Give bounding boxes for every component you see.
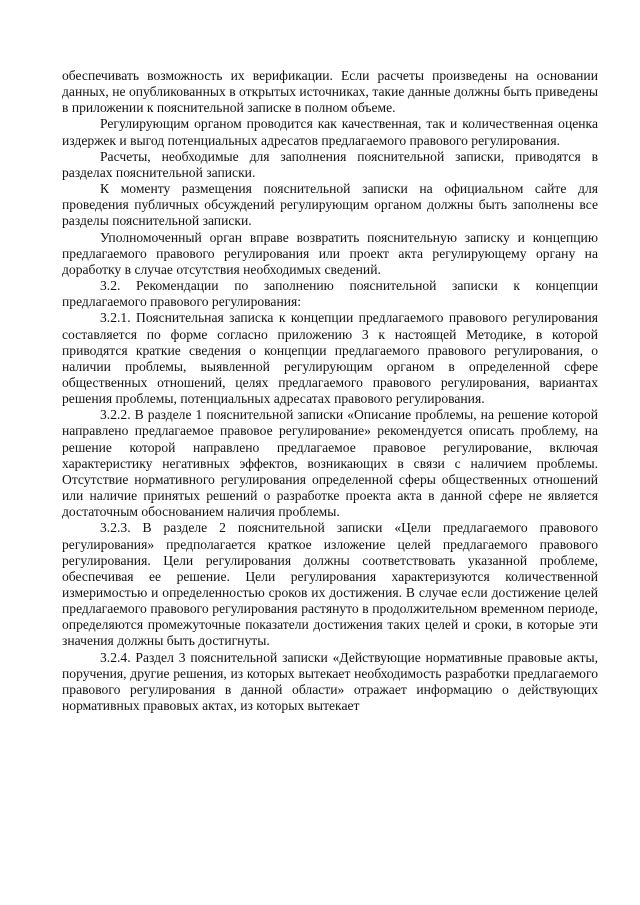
paragraph-section-3-2-4: 3.2.4. Раздел 3 пояснительной записки «Действующие нормативные правовые акты, поручения, другие решения, из которых вытекает необходимость разработки предлагаемого правового регулирования в данной области» отражает информацию о действующих нормативных правовых актах, из которых вытекает	[62, 649, 598, 714]
paragraph-section-3-2-1: 3.2.1. Пояснительная записка к концепции предлагаемого правового регулирования составляется по форме согласно приложению 3 к настоящей Методике, в которой приводятся краткие сведения о концепции предлагаемого правового регулирования, о наличии проблемы, выявленной регулирующим органом в определенной сфере общественных отношений, целях предлагаемого правового регулирования, вариантах решения проблемы, потенциальных адресатах правового регулирования.	[62, 310, 598, 407]
document-body	[62, 68, 598, 714]
paragraph-section-3-2-2: 3.2.2. В разделе 1 пояснительной записки «Описание проблемы, на решение которой направлено предлагаемое правовое регулирование» рекомендуется описать проблему, на решение которой направлено предлагаемое правовое регулирование, включая характеристику негативных эффектов, возникающих в связи с наличием проблемы. Отсутствие нормативного регулирования определенной сферы общественных отношений или наличие принятых решений о разработке проекта акта в данной сфере не является достаточным обоснованием наличия проблемы.	[62, 407, 598, 520]
paragraph-return-for-revision: Уполномоченный орган вправе возвратить пояснительную записку и концепцию предлагаемого правового регулирования или проект акта регулирующему органу на доработку в случае отсутствия необходимых сведений.	[62, 229, 598, 277]
paragraph-section-3-2-3: 3.2.3. В разделе 2 пояснительной записки «Цели предлагаемого правового регулирования» предполагается краткое изложение целей предлагаемого правового регулирования. Цели регулирования должны соответствовать указанной проблеме, обеспечивая ее решение. Цели регулирования характеризуются количественной измеримостью и определенностью сроков их достижения. В случае если достижение целей предлагаемого правового регулирования растянуто в продолжительном временном периоде, определяются промежуточные показатели достижения таких целей и сроки, в которые эти значения должны быть достигнуты.	[62, 520, 598, 649]
paragraph-calculations: Расчеты, необходимые для заполнения пояснительной записки, приводятся в разделах пояснительной записки.	[62, 148, 598, 180]
paragraph-verification-continuation: обеспечивать возможность их верификации. Если расчеты произведены на основании данных, не опубликованных в открытых источниках, такие данные должны быть приведены в приложении к пояснительной записке в полном объеме.	[62, 68, 598, 116]
paragraph-section-3-2: 3.2. Рекомендации по заполнению пояснительной записки к концепции предлагаемого правового регулирования:	[62, 278, 598, 310]
paragraph-cost-benefit-assessment: Регулирующим органом проводится как качественная, так и количественная оценка издержек и выгод потенциальных адресатов предлагаемого правового регулирования.	[62, 116, 598, 148]
paragraph-publication-requirement: К моменту размещения пояснительной записки на официальном сайте для проведения публичных обсуждений регулирующим органом должны быть заполнены все разделы пояснительной записки.	[62, 181, 598, 229]
